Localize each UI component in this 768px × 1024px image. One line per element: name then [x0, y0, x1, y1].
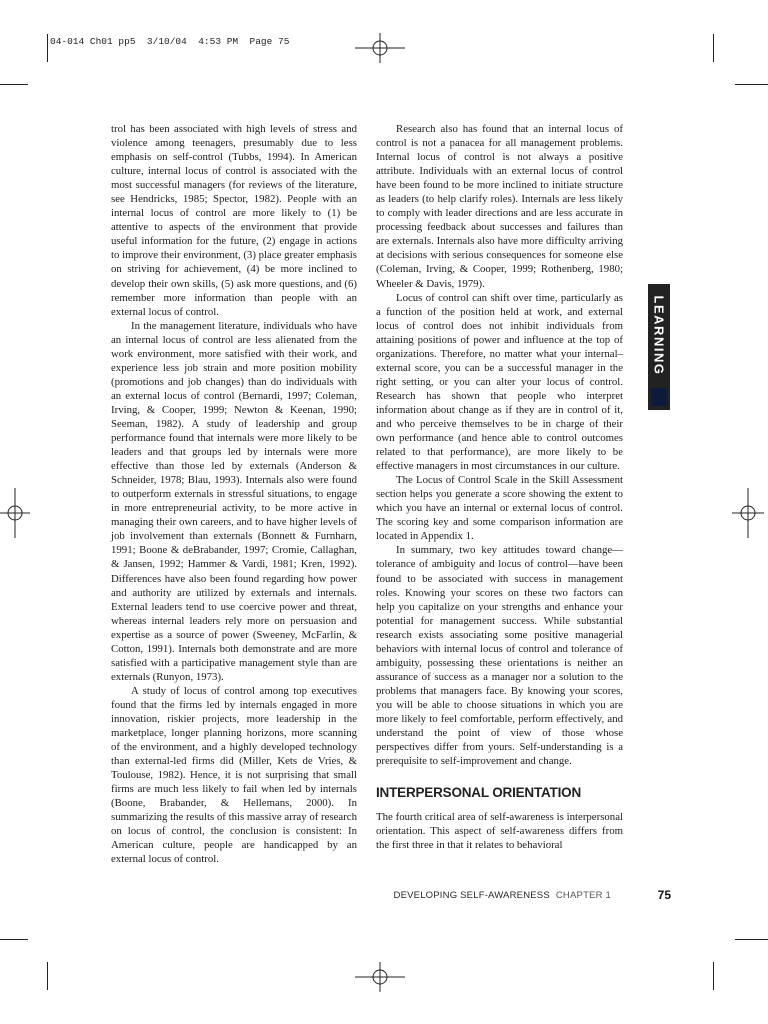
crop-mark	[735, 84, 768, 85]
thumb-tab-marker	[651, 388, 667, 406]
registration-mark-icon	[355, 33, 405, 63]
running-head-chapter: CHAPTER 1	[555, 890, 611, 901]
body-paragraph: The fourth critical area of self-awareness is interpersonal orientation. This aspect of self-awareness differs from the first three in that it relates to behavioral	[376, 811, 623, 852]
crop-mark	[735, 939, 768, 940]
thumb-tab-label: LEARNING	[651, 295, 667, 375]
body-paragraph: trol has been associated with high levels of stress and violence among teenagers, presumably due to less emphasis on self-control (Tubbs, 1994). In American culture, internal locus of control is associated with the most successful managers (for reviews of the literature, see Hendricks, 1985; Spector, 1982). People with an internal locus of control are more likely to (1) be attentive to aspects of the environment that provide useful information for the future, (2) engage in actions to improve their environment, (3) place greater emphasis on striving for achievement, (4) be more inclined to develop their own skills, (5) ask more questions, and (6) remember more information than people with an external locus of control.	[111, 123, 357, 318]
crop-mark	[713, 34, 714, 62]
crop-mark	[713, 962, 714, 990]
crop-mark	[47, 34, 48, 62]
registration-mark-icon	[0, 488, 30, 538]
body-paragraph: In the management literature, individuals who have an internal locus of control are less alienated from the work environment, more satisfied with their work, and experience less job strain and more position mobility (promotions and job changes) than do individuals with an external locus of control (Bernardi, 1997; Coleman, Irving, & Cooper, 1999; Newton & Keenan, 1990; Seeman, 1982). A study of leadership and group performance found that internals were more likely to be leaders and that groups led by internals were more effective than those led by externals (Anderson & Schneider, 1978; Blau, 1993). Internals also were found to outperform externals in stressful situations, to engage in more entrepreneurial activity, to be more active in managing their own careers, and to have higher levels of job involvement than externals (Bonnett & Furnharn, 1991; Boone & deBrabander, 1997; Cromie, Callaghan, & Jansen, 1992; Hammer & Vardi, 1981; Kren, 1992). Differences have also been found regarding how power and authority are utilized by externals and internals. External leaders tend to use coercive power and threat, whereas internal leaders rely more on persuasion and expertise as a source of power (Sweeney, McFarlin, & Cotton, 1991). Internals both demonstrate and are more satisfied with a participative management style than are externals (Runyon, 1973).	[111, 319, 357, 683]
print-slug: 04-014 Ch01 pp5 3/10/04 4:53 PM Page 75	[50, 36, 290, 47]
body-paragraph: A study of locus of control among top executives found that the firms led by internals engaged in more innovation, riskier projects, more leadership in the marketplace, longer planning horizons, more scanning of the environment, and a highly developed technology than external-led firms did (Miller, Kets de Vries, & Toulouse, 1982). Hence, it is not surprising that small firms are much less likely to fail when led by internals (Boone, Brabander, & Hellemans, 2000). In summarizing the results of this massive array of research on locus of control, the conclusion is consistent: In American culture, people are handicapped by an external locus of control.	[111, 684, 357, 866]
registration-mark-icon	[355, 962, 405, 992]
body-paragraph: The Locus of Control Scale in the Skill Assessment section helps you generate a score showing the extent to which you have an internal or external locus of control. The scoring key and some comparison information are located in Appendix 1.	[376, 474, 623, 543]
body-paragraph: Locus of control can shift over time, particularly as a function of the position held at work, and external locus of control does not inhibit individuals from attaining positions of power and influence at the top of organizations. Therefore, no matter what your internal–external score, you can be a successful manager in the right setting, or you can alter your locus of control. Research has shown that people who interpret information about change as if they are in control of it, and who perceive themselves to be in charge of their own performance (and hence able to control outcomes related to that performance), are more likely to be effective managers in most circumstances in our culture.	[376, 291, 623, 473]
left-column	[111, 122, 357, 866]
running-head-title: DEVELOPING SELF-AWARENESS	[393, 890, 550, 901]
crop-mark	[0, 84, 28, 85]
section-heading: INTERPERSONAL ORIENTATION	[376, 785, 582, 801]
page-number: 75	[657, 888, 671, 902]
body-paragraph: In summary, two key attitudes toward change—tolerance of ambiguity and locus of control—have been found to be associated with success in management roles. Knowing your scores on these two factors can help you capitalize on your strengths and enhance your potential for management success. While substantial research exists associating some positive managerial behaviors with internal locus of control and tolerance of ambiguity, possessing these orientations is neither an assurance of success as a manager nor a solution to the problems that managers face. By knowing your scores, you will be able to choose situations in which you are more likely to feel comfortable, perform effectively, and understand the point of view of those whose perspectives differ from yours. Self-understanding is a prerequisite to self-improvement and change.	[376, 544, 623, 768]
registration-mark-icon	[732, 488, 764, 538]
right-column	[376, 122, 623, 852]
crop-mark	[0, 939, 28, 940]
section-thumb-tab	[648, 284, 670, 410]
page-footer	[376, 889, 671, 903]
crop-mark	[47, 962, 48, 990]
body-paragraph: Research also has found that an internal locus of control is not a panacea for all management problems. Internal locus of control is not always a positive attribute. Individuals with an external locus of control have been found to be more inclined to initiate structure as leaders (to help clarify roles). Internals are less likely to comply with leader directions and are less accurate in processing feedback about successes and failures than are externals. Internals also have more difficulty arriving at decisions with serious consequences for someone else (Coleman, Irving, & Cooper, 1999; Rothenberg, 1980; Wheeler & Davis, 1979).	[376, 123, 623, 290]
running-head	[394, 890, 611, 901]
